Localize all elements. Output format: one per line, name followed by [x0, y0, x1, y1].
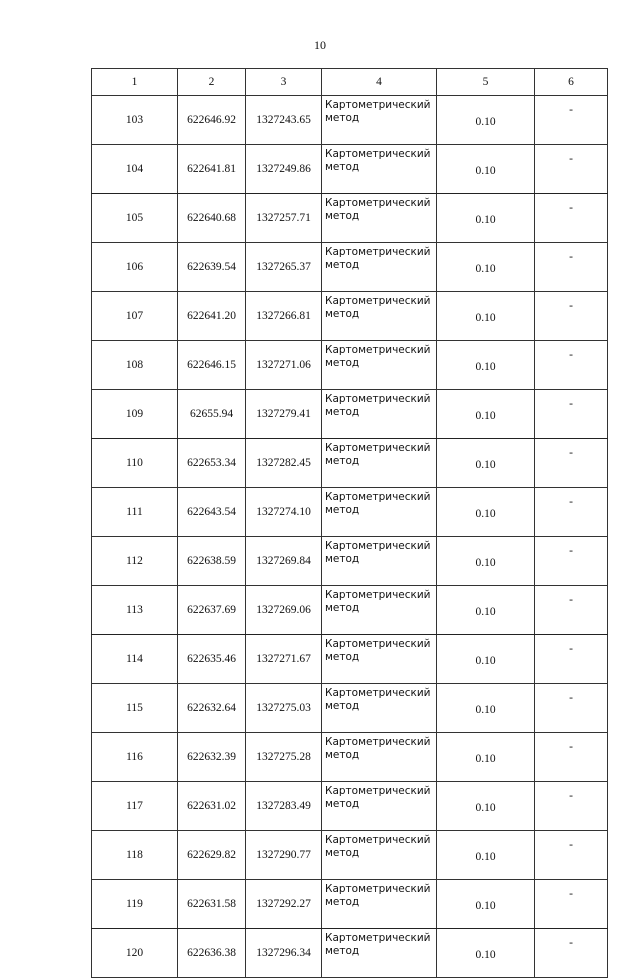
y-coordinate-cell: 1327243.65	[246, 96, 322, 145]
point-number-cell: 105	[92, 194, 178, 243]
x-coordinate-cell: 622641.81	[178, 145, 246, 194]
accuracy-cell: 0.10	[437, 439, 535, 488]
y-coordinate-cell: 1327290.77	[246, 831, 322, 880]
description-cell: -	[535, 831, 608, 880]
point-number-cell: 104	[92, 145, 178, 194]
description-cell: -	[535, 733, 608, 782]
table-header-row	[92, 69, 608, 96]
description-cell: -	[535, 96, 608, 145]
accuracy-cell: 0.10	[437, 537, 535, 586]
description-cell: -	[535, 635, 608, 684]
page-number: 10	[314, 38, 326, 52]
method-cell: Картометрический метод	[322, 145, 437, 194]
x-coordinate-cell: 622640.68	[178, 194, 246, 243]
accuracy-cell: 0.10	[437, 243, 535, 292]
method-cell: Картометрический метод	[322, 635, 437, 684]
table-row	[92, 243, 608, 292]
y-coordinate-cell: 1327292.27	[246, 880, 322, 929]
y-coordinate-cell: 1327283.49	[246, 782, 322, 831]
accuracy-cell: 0.10	[437, 782, 535, 831]
point-number-cell: 120	[92, 929, 178, 978]
accuracy-cell: 0.10	[437, 488, 535, 537]
description-cell: -	[535, 684, 608, 733]
y-coordinate-cell: 1327279.41	[246, 390, 322, 439]
table-row	[92, 488, 608, 537]
accuracy-cell: 0.10	[437, 390, 535, 439]
accuracy-cell: 0.10	[437, 586, 535, 635]
x-coordinate-cell: 622632.64	[178, 684, 246, 733]
column-header: 6	[535, 69, 608, 96]
point-number-cell: 118	[92, 831, 178, 880]
method-cell: Картометрический метод	[322, 194, 437, 243]
description-cell: -	[535, 194, 608, 243]
x-coordinate-cell: 622653.34	[178, 439, 246, 488]
x-coordinate-cell: 622629.82	[178, 831, 246, 880]
method-cell: Картометрический метод	[322, 733, 437, 782]
y-coordinate-cell: 1327275.28	[246, 733, 322, 782]
x-coordinate-cell: 622643.54	[178, 488, 246, 537]
method-cell: Картометрический метод	[322, 341, 437, 390]
method-cell: Картометрический метод	[322, 96, 437, 145]
method-cell: Картометрический метод	[322, 537, 437, 586]
method-cell: Картометрический метод	[322, 292, 437, 341]
point-number-cell: 108	[92, 341, 178, 390]
description-cell: -	[535, 586, 608, 635]
y-coordinate-cell: 1327266.81	[246, 292, 322, 341]
coordinates-table	[91, 68, 608, 978]
table-row	[92, 145, 608, 194]
table-row	[92, 537, 608, 586]
table-row	[92, 390, 608, 439]
method-cell: Картометрический метод	[322, 831, 437, 880]
accuracy-cell: 0.10	[437, 831, 535, 880]
description-cell: -	[535, 537, 608, 586]
accuracy-cell: 0.10	[437, 880, 535, 929]
table-row	[92, 929, 608, 978]
table-row	[92, 194, 608, 243]
description-cell: -	[535, 341, 608, 390]
y-coordinate-cell: 1327296.34	[246, 929, 322, 978]
table-row	[92, 635, 608, 684]
method-cell: Картометрический метод	[322, 880, 437, 929]
x-coordinate-cell: 622635.46	[178, 635, 246, 684]
method-cell: Картометрический метод	[322, 929, 437, 978]
point-number-cell: 107	[92, 292, 178, 341]
table-row	[92, 439, 608, 488]
column-header: 3	[246, 69, 322, 96]
point-number-cell: 106	[92, 243, 178, 292]
table-row	[92, 684, 608, 733]
table-row	[92, 292, 608, 341]
x-coordinate-cell: 622631.02	[178, 782, 246, 831]
y-coordinate-cell: 1327249.86	[246, 145, 322, 194]
x-coordinate-cell: 622639.54	[178, 243, 246, 292]
table-row	[92, 880, 608, 929]
table-row	[92, 831, 608, 880]
point-number-cell: 109	[92, 390, 178, 439]
table-row	[92, 341, 608, 390]
x-coordinate-cell: 622637.69	[178, 586, 246, 635]
accuracy-cell: 0.10	[437, 96, 535, 145]
y-coordinate-cell: 1327282.45	[246, 439, 322, 488]
method-cell: Картометрический метод	[322, 243, 437, 292]
method-cell: Картометрический метод	[322, 684, 437, 733]
y-coordinate-cell: 1327275.03	[246, 684, 322, 733]
method-cell: Картометрический метод	[322, 390, 437, 439]
method-cell: Картометрический метод	[322, 782, 437, 831]
x-coordinate-cell: 622632.39	[178, 733, 246, 782]
x-coordinate-cell: 622641.20	[178, 292, 246, 341]
y-coordinate-cell: 1327269.84	[246, 537, 322, 586]
point-number-cell: 112	[92, 537, 178, 586]
accuracy-cell: 0.10	[437, 145, 535, 194]
description-cell: -	[535, 390, 608, 439]
x-coordinate-cell: 622638.59	[178, 537, 246, 586]
point-number-cell: 110	[92, 439, 178, 488]
column-header: 2	[178, 69, 246, 96]
description-cell: -	[535, 292, 608, 341]
point-number-cell: 113	[92, 586, 178, 635]
column-header: 1	[92, 69, 178, 96]
x-coordinate-cell: 622631.58	[178, 880, 246, 929]
point-number-cell: 117	[92, 782, 178, 831]
y-coordinate-cell: 1327271.67	[246, 635, 322, 684]
column-header: 5	[437, 69, 535, 96]
table-row	[92, 96, 608, 145]
point-number-cell: 111	[92, 488, 178, 537]
point-number-cell: 116	[92, 733, 178, 782]
x-coordinate-cell: 62655.94	[178, 390, 246, 439]
y-coordinate-cell: 1327257.71	[246, 194, 322, 243]
description-cell: -	[535, 145, 608, 194]
accuracy-cell: 0.10	[437, 194, 535, 243]
accuracy-cell: 0.10	[437, 684, 535, 733]
point-number-cell: 114	[92, 635, 178, 684]
y-coordinate-cell: 1327271.06	[246, 341, 322, 390]
column-header: 4	[322, 69, 437, 96]
y-coordinate-cell: 1327265.37	[246, 243, 322, 292]
method-cell: Картометрический метод	[322, 586, 437, 635]
description-cell: -	[535, 488, 608, 537]
description-cell: -	[535, 243, 608, 292]
description-cell: -	[535, 782, 608, 831]
point-number-cell: 119	[92, 880, 178, 929]
description-cell: -	[535, 929, 608, 978]
accuracy-cell: 0.10	[437, 292, 535, 341]
y-coordinate-cell: 1327269.06	[246, 586, 322, 635]
x-coordinate-cell: 622646.15	[178, 341, 246, 390]
x-coordinate-cell: 622636.38	[178, 929, 246, 978]
description-cell: -	[535, 439, 608, 488]
table-row	[92, 782, 608, 831]
y-coordinate-cell: 1327274.10	[246, 488, 322, 537]
method-cell: Картометрический метод	[322, 439, 437, 488]
accuracy-cell: 0.10	[437, 341, 535, 390]
x-coordinate-cell: 622646.92	[178, 96, 246, 145]
accuracy-cell: 0.10	[437, 929, 535, 978]
table-row	[92, 733, 608, 782]
accuracy-cell: 0.10	[437, 733, 535, 782]
table-row	[92, 586, 608, 635]
method-cell: Картометрический метод	[322, 488, 437, 537]
point-number-cell: 103	[92, 96, 178, 145]
accuracy-cell: 0.10	[437, 635, 535, 684]
point-number-cell: 115	[92, 684, 178, 733]
description-cell: -	[535, 880, 608, 929]
